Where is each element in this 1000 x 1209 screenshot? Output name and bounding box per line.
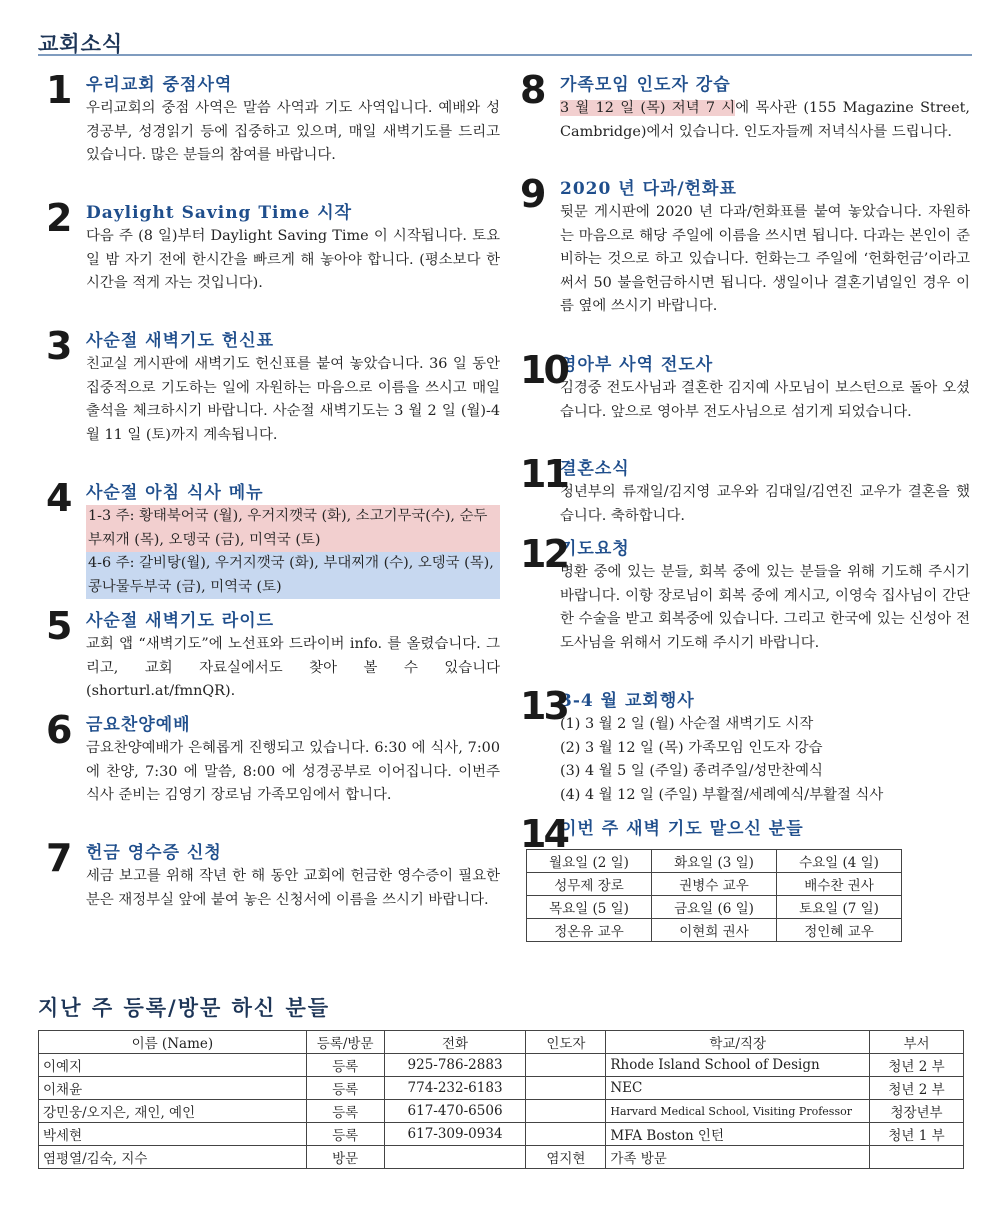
table-cell: 925-786-2883	[384, 1054, 526, 1077]
table-row	[527, 873, 902, 896]
event-line: (1) 3 월 2 일 (월) 사순절 새벽기도 시작	[560, 716, 814, 732]
item-number: 9	[520, 172, 544, 216]
table-cell: 정온유 교우	[527, 919, 652, 942]
table-cell: 등록	[306, 1054, 384, 1077]
table-cell: 청년 2 부	[870, 1077, 964, 1100]
news-item-13	[520, 684, 970, 818]
table-cell: 월요일 (2 일)	[527, 850, 652, 873]
prayer-schedule-table	[526, 849, 902, 942]
item-number: 13	[520, 684, 567, 728]
item-number: 4	[46, 476, 70, 520]
item-body: 친교실 게시판에 새벽기도 헌신표를 붙여 놓았습니다. 36 일 동안 집중적으로 기도하는 일에 자원하는 마음으로 이름을 쓰시고 매일 출석을 체크하시기 바랍니다. 사순절 새벽기도는 3 월 2 일 (월)-4 월 11 일 (토)까지 계속됩니다.	[86, 356, 500, 443]
item-number: 14	[520, 812, 567, 856]
table-cell: 염평열/김숙, 지수	[39, 1146, 307, 1169]
menu-weeks-1-3: 1-3 주: 황태북어국 (월), 우거지깻국 (화), 소고기무국(수), 순두부찌개 (목), 오뎅국 (금), 미역국 (토)	[86, 505, 500, 552]
table-row	[39, 1146, 964, 1169]
item-title: 이번 주 새벽 기도 맡으신 분들	[560, 819, 804, 839]
table-cell: 토요일 (7 일)	[777, 896, 902, 919]
event-line: (4) 4 월 12 일 (주일) 부활절/세례예식/부활절 식사	[560, 786, 884, 803]
item-body: 청년부의 류재일/김지영 교우와 김대일/김연진 교우가 결혼을 했습니다. 축하합니다.	[560, 484, 970, 524]
table-cell: 정인혜 교우	[777, 919, 902, 942]
event-line: (3) 4 월 5 일 (주일) 종려주일/성만찬예식	[560, 763, 823, 779]
table-cell: 금요일 (6 일)	[652, 896, 777, 919]
item-title: 결혼소식	[560, 459, 630, 479]
section-title: 교회소식	[38, 32, 124, 56]
news-item-3	[46, 324, 500, 482]
news-item-1	[46, 68, 500, 202]
table-row	[527, 919, 902, 942]
news-item-5	[46, 604, 500, 714]
table-cell: 등록	[306, 1123, 384, 1146]
table-cell: 617-470-6506	[384, 1100, 526, 1123]
item-body: 김경중 전도사님과 결혼한 김지예 사모님이 보스턴으로 돌아 오셨습니다. 앞으로 영아부 전도사님으로 섬기게 되었습니다.	[560, 380, 970, 420]
table-cell: Rhode Island School of Design	[606, 1054, 870, 1077]
table-cell: 강민웅/오지은, 재인, 예인	[39, 1100, 307, 1123]
table-row	[39, 1123, 964, 1146]
item-body: 우리교회의 중점 사역은 말씀 사역과 기도 사역입니다. 예배와 성경공부, 성경읽기 등에 집중하고 있으며, 매일 새벽기도를 드리고 있습니다. 많은 분들의 참여를 바랍니다.	[86, 100, 500, 163]
item-number: 12	[520, 532, 567, 576]
column-header: 등록/방문	[306, 1031, 384, 1054]
item-title: 영아부 사역 전도사	[560, 355, 714, 375]
item-number: 8	[520, 68, 544, 112]
item-number: 5	[46, 604, 70, 648]
column-header: 학교/직장	[606, 1031, 870, 1054]
highlighted-date: 3 월 12 일 (목) 저녁 7 시	[560, 100, 736, 116]
table-cell: 박세현	[39, 1123, 307, 1146]
visitors-title: 지난 주 등록/방문 하신 분들	[38, 996, 331, 1020]
table-cell: 화요일 (3 일)	[652, 850, 777, 873]
item-body-text: 에 목사관 (155 Magazine Street, Cambridge)에서 있습니다. 인도자들께 저녁식사를 드립니다.	[560, 100, 970, 140]
table-cell: 가족 방문	[606, 1146, 870, 1169]
visitors-table	[38, 1030, 964, 1169]
table-cell: 청장년부	[870, 1100, 964, 1123]
table-cell: 등록	[306, 1100, 384, 1123]
item-number: 2	[46, 196, 70, 240]
item-title: 금요찬양예배	[86, 715, 191, 735]
news-item-10	[520, 348, 970, 458]
event-line: (2) 3 월 12 일 (목) 가족모임 인도자 강습	[560, 739, 823, 756]
item-title: 우리교회 중점사역	[86, 75, 233, 95]
item-body: 병환 중에 있는 분들, 회복 중에 있는 분들을 위해 기도해 주시기 바랍니다. 이항 장로님이 회복 중에 계시고, 이영숙 집사님이 간단한 수술을 받고 회복중에 있습니다. 그리고 한국에 있는 신성아 전도사님을 위해서 기도해 주시기 바랍니다.	[560, 564, 970, 651]
table-cell	[384, 1146, 526, 1169]
item-number: 6	[46, 708, 70, 752]
item-body: 다음 주 (8 일)부터 Daylight Saving Time 이 시작됩니다. 토요일 밤 자기 전에 한시간을 빠르게 해 놓아야 합니다. (평소보다 한 시간을 적게 자는 것입니다).	[86, 228, 500, 291]
table-row	[39, 1100, 964, 1123]
table-cell	[526, 1100, 606, 1123]
table-cell: 성무제 장로	[527, 873, 652, 896]
item-number: 3	[46, 324, 70, 368]
item-title: 헌금 영수증 신청	[86, 843, 222, 863]
item-body: 교회 앱 “새벽기도”에 노선표와 드라이버 info. 를 올렸습니다. 그리고, 교회 자료실에서도 찾아 볼 수 있습니다 (shorturl.at/fmnQR).	[86, 636, 500, 699]
item-body: 세금 보고를 위해 작년 한 해 동안 교회에 헌금한 영수증이 필요한 분은 재정부실 앞에 붙여 놓은 신청서에 이름을 쓰시기 바랍니다.	[86, 868, 500, 908]
table-cell: 청년 2 부	[870, 1054, 964, 1077]
news-item-4	[46, 476, 500, 610]
item-number: 10	[520, 348, 567, 392]
item-number: 1	[46, 68, 70, 112]
news-item-2	[46, 196, 500, 330]
column-header: 전화	[384, 1031, 526, 1054]
item-title: 사순절 새벽기도 헌신표	[86, 331, 275, 351]
right-column	[520, 68, 970, 942]
table-cell	[526, 1123, 606, 1146]
table-cell: 청년 1 부	[870, 1123, 964, 1146]
table-cell: 이현희 권사	[652, 919, 777, 942]
table-cell	[870, 1146, 964, 1169]
title-divider	[38, 54, 972, 56]
item-title: 사순절 아침 식사 메뉴	[86, 483, 264, 503]
table-cell: 목요일 (5 일)	[527, 896, 652, 919]
item-number: 7	[46, 836, 70, 880]
table-row	[527, 896, 902, 919]
left-column	[46, 68, 500, 946]
table-cell: MFA Boston 인턴	[606, 1123, 870, 1146]
news-item-7	[46, 836, 500, 946]
column-header: 이름 (Name)	[39, 1031, 307, 1054]
table-cell: 배수찬 권사	[777, 873, 902, 896]
item-body: 뒷문 게시판에 2020 년 다과/헌화표를 붙여 놓았습니다. 자원하는 마음으로 해당 주일에 이름을 쓰시면 됩니다. 다과는 본인이 준비하는 것으로 하고 있습니다. 헌화는그 주일에 ‘헌화헌금’이라고 써서 50 불을헌금하시면 됩니다. 생일이나 결혼기념일인 경우 이름 옆에 쓰시기 바랍니다.	[560, 204, 970, 314]
table-cell: Harvard Medical School, Visiting Professor	[606, 1100, 870, 1123]
news-item-12	[520, 532, 970, 690]
menu-weeks-4-6: 4-6 주: 갈비탕(월), 우거지깻국 (화), 부대찌개 (수), 오뎅국 (목), 콩나물두부국 (금), 미역국 (토)	[86, 552, 500, 599]
table-row	[39, 1077, 964, 1100]
item-number: 11	[520, 452, 567, 496]
table-cell: 등록	[306, 1077, 384, 1100]
news-item-14	[520, 812, 970, 856]
table-cell: 이채윤	[39, 1077, 307, 1100]
item-title: 2020 년 다과/헌화표	[560, 179, 737, 199]
table-cell	[526, 1054, 606, 1077]
table-cell: 774-232-6183	[384, 1077, 526, 1100]
item-body: 금요찬양예배가 은혜롭게 진행되고 있습니다. 6:30 에 식사, 7:00 에 찬양, 7:30 에 말씀, 8:00 에 성경공부로 이어집니다. 이번주 식사 준비는 김영기 장로님 가족모임에서 합니다.	[86, 740, 500, 803]
table-cell: 617-309-0934	[384, 1123, 526, 1146]
table-cell: 이예지	[39, 1054, 307, 1077]
item-title: 기도요청	[560, 539, 630, 559]
news-item-6	[46, 708, 500, 842]
news-item-11	[520, 452, 970, 538]
column-header: 부서	[870, 1031, 964, 1054]
item-title: Daylight Saving Time 시작	[86, 203, 353, 223]
column-header: 인도자	[526, 1031, 606, 1054]
item-body	[560, 97, 970, 144]
item-title: 3-4 월 교회행사	[560, 691, 695, 711]
table-cell: 방문	[306, 1146, 384, 1169]
table-row	[527, 850, 902, 873]
item-title: 사순절 새벽기도 라이드	[86, 611, 275, 631]
news-item-8	[520, 68, 970, 178]
table-cell: 염지현	[526, 1146, 606, 1169]
table-cell: NEC	[606, 1077, 870, 1100]
table-cell: 권병수 교우	[652, 873, 777, 896]
item-title: 가족모임 인도자 강습	[560, 75, 731, 95]
table-cell	[526, 1077, 606, 1100]
news-item-9	[520, 172, 970, 354]
table-row	[39, 1054, 964, 1077]
table-cell: 수요일 (4 일)	[777, 850, 902, 873]
table-header-row	[39, 1031, 964, 1054]
